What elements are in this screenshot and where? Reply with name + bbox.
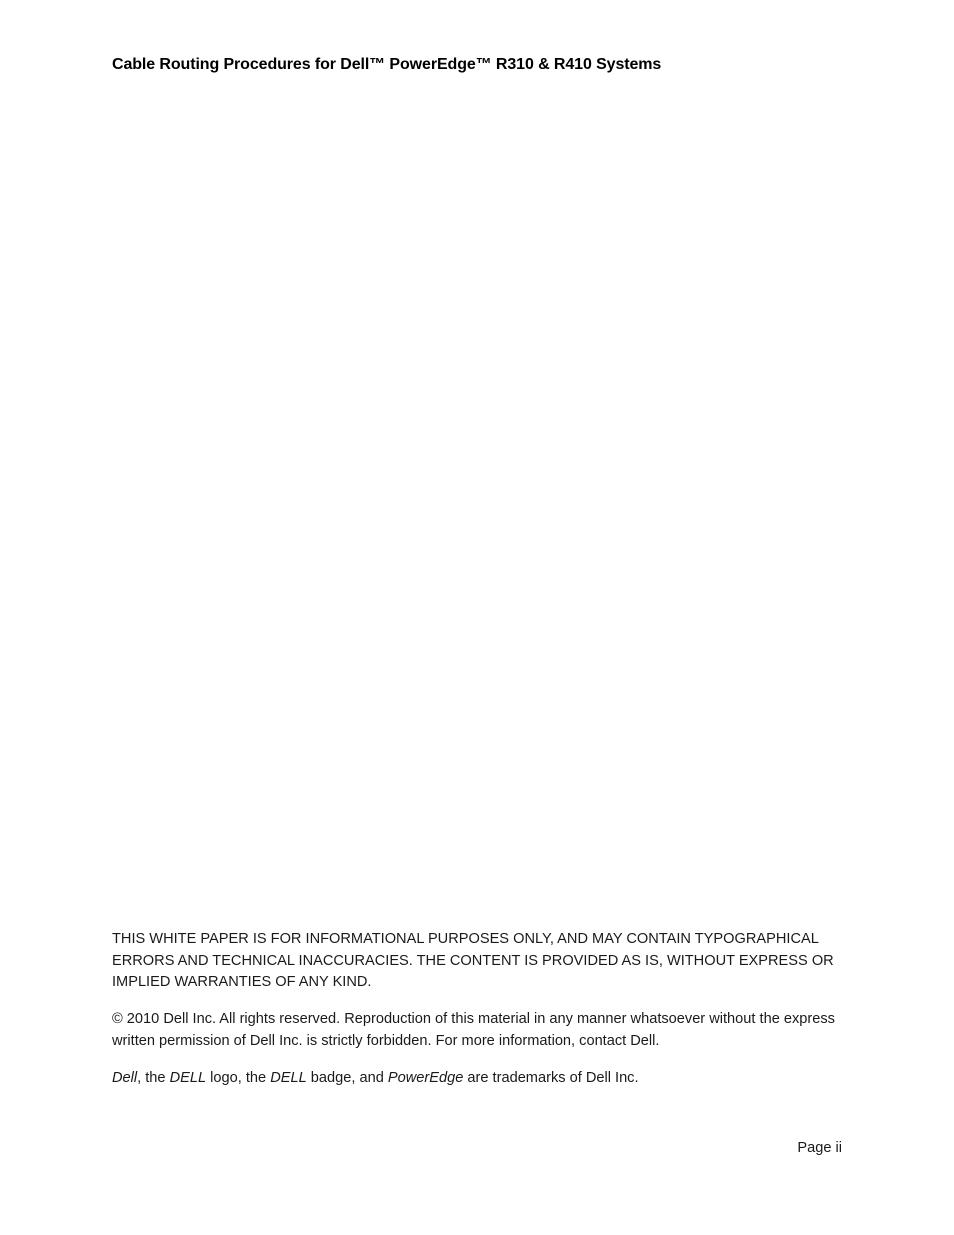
trademark-poweredge-italic: PowerEdge <box>387 1070 464 1086</box>
trademark-text: logo, the <box>206 1070 271 1086</box>
trademark-dell-badge-italic: DELL <box>270 1070 307 1086</box>
disclaimer-paragraph: THIS WHITE PAPER IS FOR INFORMATIONAL PURPOSES ONLY, AND MAY CONTAIN TYPOGRAPHICAL ERRORS AND TECHNICAL INACCURACIES. THE CONTENT IS PROVIDED AS IS, WITHOUT EXPRESS OR IMPLIED WARRANTIES OF ANY KIND. <box>112 931 834 990</box>
page-number: Page ii <box>797 1140 842 1156</box>
trademark-text: are trademarks of Dell Inc. <box>463 1070 639 1086</box>
trademark-text: , the <box>137 1070 170 1086</box>
trademark-text: badge, and <box>306 1070 388 1086</box>
trademark-dell-italic: Dell <box>112 1070 138 1086</box>
trademarks-paragraph <box>112 1068 852 1090</box>
copyright-paragraph: © 2010 Dell Inc. All rights reserved. Reproduction of this material in any manner whatsoever without the express written permission of Dell Inc. is strictly forbidden. For more information, contact Dell. <box>112 1011 835 1049</box>
document-header-title: Cable Routing Procedures for Dell™ PowerEdge™ R310 & R410 Systems <box>112 56 662 73</box>
trademark-dell-logo-italic: DELL <box>169 1070 207 1086</box>
